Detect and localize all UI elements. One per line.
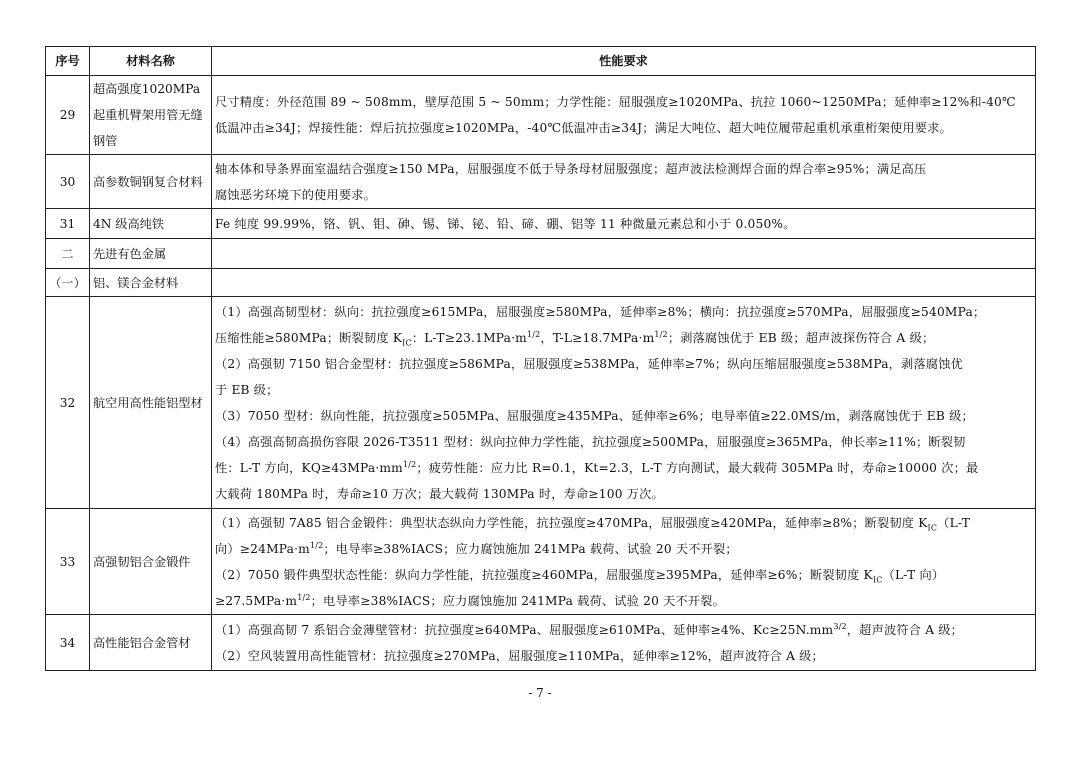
section-number: 二 [46,239,90,269]
requirement-line: （3）7050 型材：纵向性能，抗拉强度≥505MPa、屈服强度≥435MPa、延伸率≥6%；电导率值≥22.0MS/m，剥落腐蚀优于 EB 级； [215,408,974,423]
subsection-row [46,269,1036,297]
requirements-cell [212,76,1036,155]
requirement-line: 低温冲击≥34J；焊接性能：焊后抗拉强度≥1020MPa，-40℃低温冲击≥34J；满足大吨位、超大吨位履带起重机承重桁架使用要求。 [215,121,952,135]
table-row [46,297,1036,509]
requirement-line: （2）7050 锻件典型状态性能：纵向力学性能，抗拉强度≥460MPa，屈服强度≥395MPa，延伸率≥6%；断裂韧度 $K_{IC}(L-T$ 向） [215,567,945,584]
requirement-line: （1）高强韧 7A85 铝合金锻件：典型状态纵向力学性能，抗拉强度≥470MPa，屈服强度≥420MPa，延伸率≥8%；断裂韧度 $K_{IC}(L-T$ [215,515,971,532]
table-row [46,155,1036,209]
row-number: 33 [46,509,90,615]
subsection-title: 铝、镁合金材料 [90,269,212,297]
requirements-cell [212,209,1036,239]
requirement-line: $\ge 27.5MPa\cdot m^{1/2}$；电导率≥38%IACS；应力腐蚀施加 241MPa 载荷、试验 20 天不开裂。 [215,592,726,608]
material-name: 高强韧铝合金锻件 [90,509,212,615]
performance-requirements-table [45,46,1036,671]
table-row [46,509,1036,615]
row-number: 29 [46,76,90,155]
section-title: 先进有色金属 [90,239,212,269]
table-row [46,615,1036,671]
header-serial-number: 序号 [46,47,90,76]
requirements-cell [212,155,1036,209]
requirement-line: 向）$\ge 24MPa\cdot m^{1/2}$；电导率≥38%IACS；应力腐蚀施加 241MPa 载荷、试验 20 天不开裂； [215,540,738,556]
requirements-cell [212,297,1036,509]
row-number: 34 [46,615,90,671]
requirements-cell [212,509,1036,615]
header-performance-requirements: 性能要求 [212,47,1036,76]
row-number: 31 [46,209,90,239]
requirement-line: 压缩性能≥580MPa；断裂韧度 $K_{IC}$：$L-T\ge 23.1MPa\cdot m^{1/2}$，$T-L\ge 18.7MPa\cdot m^{1/2}$；剥落腐蚀优于 EB 级；超声波探伤符合 A 级； [215,329,935,347]
requirement-line: （1）高强高韧 7 系铝合金薄壁管材：抗拉强度≥640MPa、屈服强度≥610MPa、延伸率≥4%、$Kc\ge 25N.mm^{3/2}$，超声波符合 A 级； [215,621,964,637]
requirement-line: Fe 纯度 99.99%，铬、钒、钼、砷、锡、锑、铋、铅、碲、硼、铝等 11 种微量元素总和小于 0.050%。 [215,216,796,231]
requirement-line: 大载荷 180MPa 时，寿命≥10 万次；最大载荷 130MPa 时，寿命≥100 万次。 [215,486,664,501]
subsection-number: （一） [46,269,90,297]
row-number: 30 [46,155,90,209]
requirements-cell-empty [212,269,1036,297]
requirement-line: （1）高强高韧型材：纵向：抗拉强度≥615MPa，屈服强度≥580MPa，延伸率≥8%；横向：抗拉强度≥570MPa，屈服强度≥540MPa； [215,304,986,319]
requirement-line: 轴本体和导条界面室温结合强度≥150 MPa，屈服强度不低于导条母材屈服强度；超声波法检测焊合面的焊合率≥95%；满足高压 [215,161,927,176]
requirement-line: 于 EB 级； [215,382,279,397]
requirements-cell [212,615,1036,671]
table-header-row [46,47,1036,76]
material-name: 超高强度1020MPa起重机臂架用管无缝钢管 [90,76,212,155]
requirement-line: （2）高强韧 7150 铝合金型材：抗拉强度≥586MPa，屈服强度≥538MPa，延伸率≥7%；纵向压缩屈服强度≥538MPa，剥落腐蚀优 [215,356,963,371]
material-name: 高性能铝合金管材 [90,615,212,671]
requirement-line: （4）高强高韧高损伤容限 2026-T3511 型材：纵向拉伸力学性能，抗拉强度≥500MPa，屈服强度≥365MPa，伸长率≥11%；断裂韧 [215,434,966,449]
section-row [46,239,1036,269]
requirement-line: 性：L-T 方向，$KQ\ge 43MPa\cdot mm^{1/2}$；疲劳性能：应力比 R=0.1，Kt=2.3，L-T 方向测试，最大载荷 305MPa 时，寿命≥10000 次；最 [215,459,979,475]
material-name: 航空用高性能铝型材 [90,297,212,509]
material-name: 高参数铜钢复合材料 [90,155,212,209]
page-number: - 7 - [528,686,552,700]
material-name: 4N 级高纯铁 [90,209,212,239]
requirement-line: 尺寸精度：外径范围 89 ~ 508mm，壁厚范围 5 ~ 50mm；力学性能：屈服强度≥1020MPa、抗拉 1060~1250MPa；延伸率≥12%和-40℃ [215,95,1016,109]
row-number: 32 [46,297,90,509]
requirement-line: （2）空风装置用高性能管材：抗拉强度≥270MPa，屈服强度≥110MPa，延伸率≥12%，超声波符合 A 级； [215,648,824,663]
table-row [46,209,1036,239]
header-material-name: 材料名称 [90,47,212,76]
requirements-cell-empty [212,239,1036,269]
requirement-line: 腐蚀恶劣环境下的使用要求。 [215,187,377,202]
table-row [46,76,1036,155]
